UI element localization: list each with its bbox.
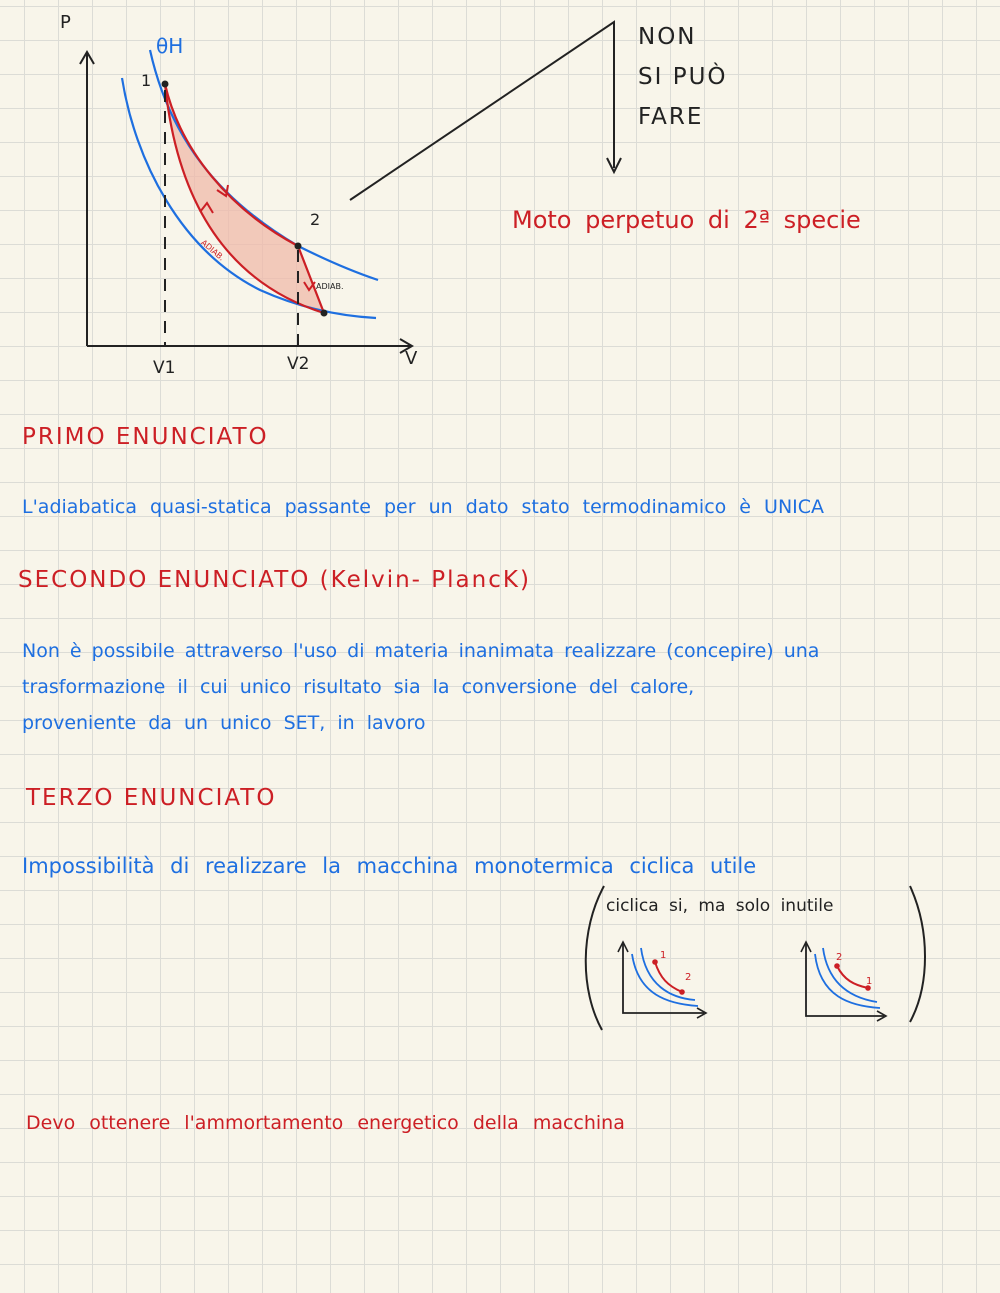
small-left-label-1: 1: [660, 950, 667, 961]
small-graph-right-red-path: [837, 966, 868, 988]
small-graph-right-dot-2: [834, 963, 840, 969]
left-parenthesis: [586, 886, 604, 1030]
p-axis-label: P: [60, 12, 71, 33]
small-left-label-2: 2: [685, 972, 692, 983]
v2-label: V2: [287, 354, 310, 374]
bottom-note: Devo ottenere l'ammortamento energetico della macchina: [26, 1112, 625, 1134]
note-line-1: NON: [638, 24, 697, 50]
note-line-2: SI PUÒ: [638, 64, 728, 90]
adiab-right-label: ADIAB.: [316, 282, 344, 291]
v-axis-label: V: [405, 348, 418, 369]
small-right-label-2: 2: [836, 952, 843, 963]
terzo-enunciato-text: Impossibilità di realizzare la macchina monotermica ciclica utile: [22, 854, 757, 878]
small-graph-right-arrows: [801, 942, 886, 1021]
cycle-area: [165, 84, 324, 313]
pointer-line: [350, 22, 614, 200]
primo-enunciato-title: PRIMO ENUNCIATO: [22, 424, 269, 450]
v1-label: V1: [153, 358, 176, 378]
right-parenthesis: [910, 886, 925, 1022]
point-1-dot: [162, 81, 169, 88]
primo-enunciato-text: L'adiabatica quasi-statica passante per un dato stato termodinamico è UNICA: [22, 496, 825, 518]
secondo-line-1: Non è possibile attraverso l'uso di materia inanimata realizzare (concepire) una: [22, 640, 820, 662]
terzo-enunciato-title: TERZO ENUNCIATO: [26, 785, 277, 811]
small-graph-left-dot-1: [652, 959, 658, 965]
note-line-3: FARE: [638, 104, 704, 130]
small-graph-left-red-path: [655, 962, 682, 992]
perpetual-motion-label: Moto perpetuo di 2ª specie: [512, 206, 861, 234]
secondo-line-3: proveniente da un unico SET, in lavoro: [22, 712, 426, 734]
small-right-label-1: 1: [866, 976, 873, 987]
secondo-line-2: trasformazione il cui unico risultato sia la conversione del calore,: [22, 676, 695, 698]
small-graph-left-dot-2: [679, 989, 685, 995]
theta-h-label: θH: [156, 34, 184, 58]
point-3-dot: [321, 310, 328, 317]
point-1-label: 1: [141, 71, 152, 90]
point-2-label: 2: [310, 210, 321, 229]
bracket-note: ciclica si, ma solo inutile: [606, 896, 834, 916]
adiab-left-label: ADIAB.: [199, 238, 227, 263]
point-2-dot: [295, 243, 302, 250]
small-graph-right-isotherm-a: [823, 948, 877, 1002]
secondo-enunciato-title: SECONDO ENUNCIATO (Kelvin- PlancK): [18, 567, 531, 593]
